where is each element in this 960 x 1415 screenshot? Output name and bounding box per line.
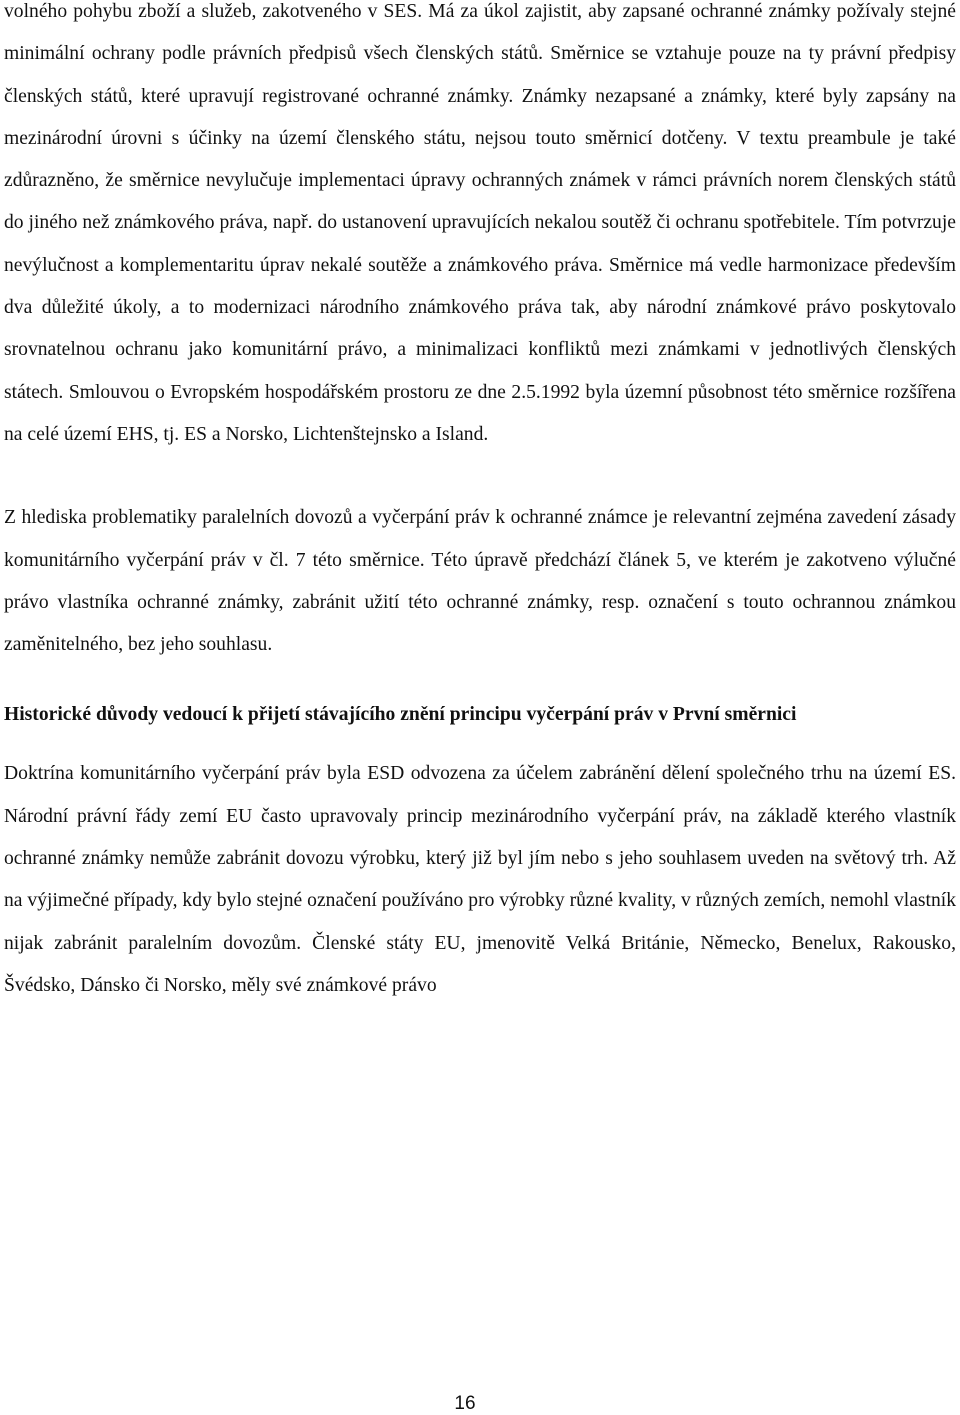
body-paragraph: Doktrína komunitárního vyčerpání práv byla ESD odvozena za účelem zabránění dělení společného trhu na území ES. Národní právní řády zemí EU často upravovaly princip mezinárodního vyčerpání práv, na základě kterého vlastník ochranné známky nemůže zabránit dovozu výrobku, který již byl jím nebo s jeho souhlasem uveden na světový trh. Až na výjimečné případy, kdy bylo stejné označení používáno pro výrobky různé kvality, v různých zemích, nemohl vlastník nijak zabránit paralelním dovozům. Členské státy EU, jmenovitě Velká Británie, Německo, Benelux, Rakousko, Švédsko, Dánsko či Norsko, měly své známkové právo xyxy=(4,763,956,996)
page-number: 16 xyxy=(454,1393,476,1414)
body-paragraph: volného pohybu zboží a služeb, zakotveného v SES. Má za úkol zajistit, aby zapsané ochranné známky požívaly stejné minimální ochrany podle právních předpisů všech členských států. Směrnice se vztahuje pouze na ty právní předpisy členských států, které upravují registrované ochranné známky. Známky nezapsané a známky, které byly zapsány na mezinárodní úrovni s účinky na území členského státu, nejsou touto směrnicí dotčeny. V textu preambule je také zdůrazněno, že směrnice nevylučuje implementaci úpravy ochranných známek v rámci právních norem členských států do jiného než známkového práva, např. do ustanovení upravujících nekalou soutěž či ochranu spotřebitele. Tím potvrzuje nevýlučnost a komplementaritu úprav nekalé soutěže a známkového práva. Směrnice má vedle harmonizace především dva důležité úkoly, a to modernizaci národního známkového práva tak, aby národní známkové právo poskytovalo srovnatelnou ochranu jako komunitární právo, a minimalizaci konfliktů mezi známkami v jednotlivých členských státech. Smlouvou o Evropském hospodářském prostoru ze dne 2.5.1992 byla územní působnost této směrnice rozšířena na celé území EHS, tj. ES a Norsko, Lichtenštejnsko a Island. xyxy=(4,1,956,445)
document-page xyxy=(4,0,956,1007)
section-heading: Historické důvody vedoucí k přijetí stávajícího znění principu vyčerpání práv v První směrnici xyxy=(4,704,797,726)
body-paragraph: Z hlediska problematiky paralelních dovozů a vyčerpání práv k ochranné známce je relevantní zejména zavedení zásady komunitárního vyčerpání práv v čl. 7 této směrnice. Této úpravě předchází článek 5, ve kterém je zakotveno výlučné právo vlastníka ochranné známky, zabránit užití této ochranné známky, resp. označení s touto ochrannou známkou zaměnitelného, bez jeho souhlasu. xyxy=(4,507,956,656)
